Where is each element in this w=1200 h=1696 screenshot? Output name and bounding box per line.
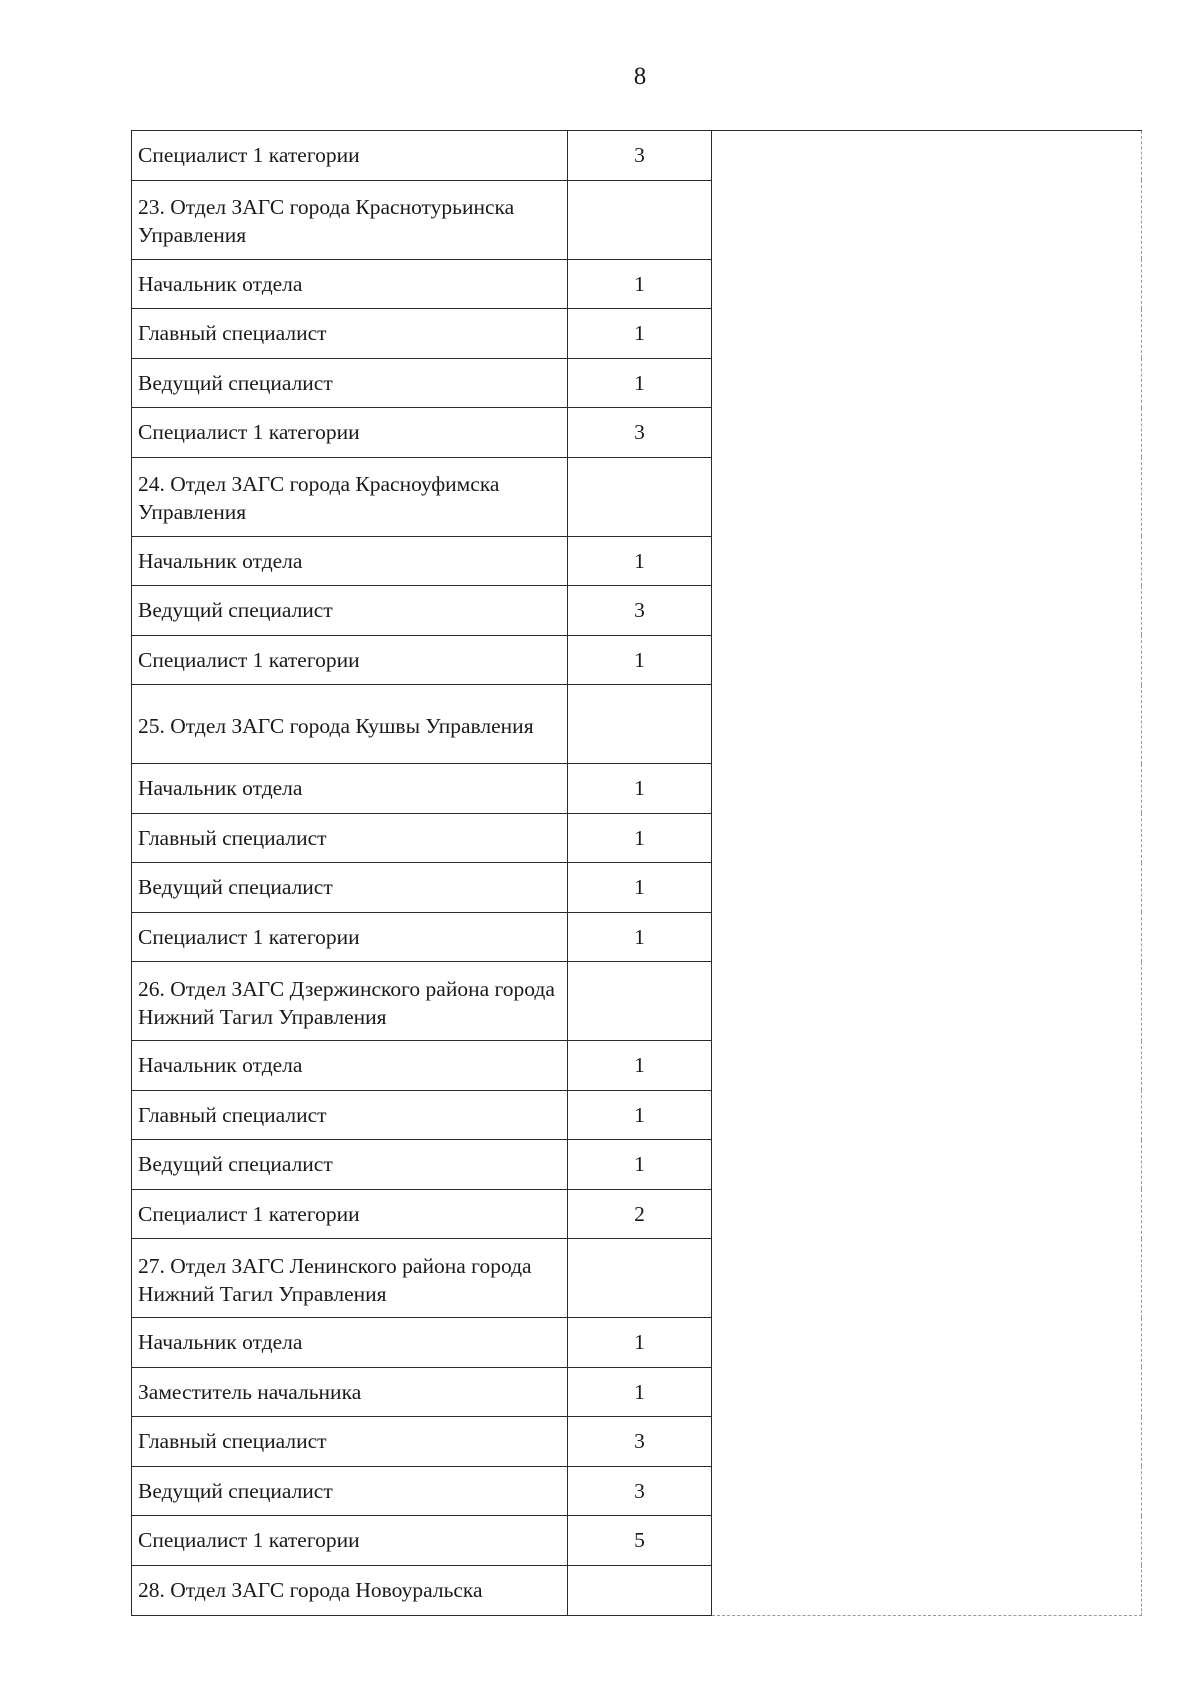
staff-count-cell: 5 xyxy=(568,1516,712,1566)
department-name-cell: 25. Отдел ЗАГС города Кушвы Управления xyxy=(132,685,568,764)
staff-table xyxy=(131,130,1142,1616)
position-name-cell: Начальник отдела xyxy=(132,1041,568,1091)
position-name-cell: Главный специалист xyxy=(132,1090,568,1140)
department-name-cell: 26. Отдел ЗАГС Дзержинского района города Нижний Тагил Управления xyxy=(132,962,568,1041)
staff-count-cell xyxy=(568,1565,712,1615)
staff-count-cell: 2 xyxy=(568,1189,712,1239)
department-name-cell: 23. Отдел ЗАГС города Краснотурьинска Управления xyxy=(132,180,568,259)
position-name-cell: Специалист 1 категории xyxy=(132,912,568,962)
staff-count-cell xyxy=(568,180,712,259)
position-name-cell: Главный специалист xyxy=(132,309,568,359)
staff-count-cell: 1 xyxy=(568,635,712,685)
position-name-cell: Специалист 1 категории xyxy=(132,1189,568,1239)
position-name-cell: Специалист 1 категории xyxy=(132,131,568,181)
position-name-cell: Ведущий специалист xyxy=(132,358,568,408)
staff-count-cell: 3 xyxy=(568,408,712,458)
empty-notes-column xyxy=(712,131,1142,1616)
staff-count-cell xyxy=(568,457,712,536)
staff-count-cell: 1 xyxy=(568,764,712,814)
position-name-cell: Начальник отдела xyxy=(132,1318,568,1368)
staff-count-cell: 1 xyxy=(568,813,712,863)
position-name-cell: Специалист 1 категории xyxy=(132,408,568,458)
staff-count-cell: 3 xyxy=(568,1466,712,1516)
position-name-cell: Ведущий специалист xyxy=(132,1466,568,1516)
position-name-cell: Специалист 1 категории xyxy=(132,1516,568,1566)
staff-count-cell: 3 xyxy=(568,131,712,181)
position-row xyxy=(132,131,1142,181)
staff-count-cell: 1 xyxy=(568,259,712,309)
position-name-cell: Ведущий специалист xyxy=(132,586,568,636)
staff-count-cell xyxy=(568,1239,712,1318)
department-name-cell: 27. Отдел ЗАГС Ленинского района города Нижний Тагил Управления xyxy=(132,1239,568,1318)
department-name-cell: 24. Отдел ЗАГС города Красноуфимска Управления xyxy=(132,457,568,536)
position-name-cell: Заместитель начальника xyxy=(132,1367,568,1417)
position-name-cell: Главный специалист xyxy=(132,1417,568,1467)
position-name-cell: Специалист 1 категории xyxy=(132,635,568,685)
page-number: 8 xyxy=(633,63,647,90)
staff-count-cell: 1 xyxy=(568,912,712,962)
position-name-cell: Начальник отдела xyxy=(132,764,568,814)
position-name-cell: Начальник отдела xyxy=(132,259,568,309)
staff-table-body xyxy=(132,131,1142,1616)
staff-count-cell: 1 xyxy=(568,1367,712,1417)
staff-count-cell: 1 xyxy=(568,863,712,913)
position-name-cell: Начальник отдела xyxy=(132,536,568,586)
staff-count-cell: 1 xyxy=(568,358,712,408)
staff-count-cell: 3 xyxy=(568,586,712,636)
staff-count-cell: 3 xyxy=(568,1417,712,1467)
position-name-cell: Ведущий специалист xyxy=(132,863,568,913)
staff-count-cell: 1 xyxy=(568,1140,712,1190)
position-name-cell: Главный специалист xyxy=(132,813,568,863)
position-name-cell: Ведущий специалист xyxy=(132,1140,568,1190)
department-name-cell: 28. Отдел ЗАГС города Новоуральска xyxy=(132,1565,568,1615)
staff-count-cell xyxy=(568,685,712,764)
staff-count-cell: 1 xyxy=(568,1090,712,1140)
staff-count-cell: 1 xyxy=(568,536,712,586)
staff-count-cell: 1 xyxy=(568,309,712,359)
staff-count-cell: 1 xyxy=(568,1318,712,1368)
staff-count-cell xyxy=(568,962,712,1041)
staff-count-cell: 1 xyxy=(568,1041,712,1091)
